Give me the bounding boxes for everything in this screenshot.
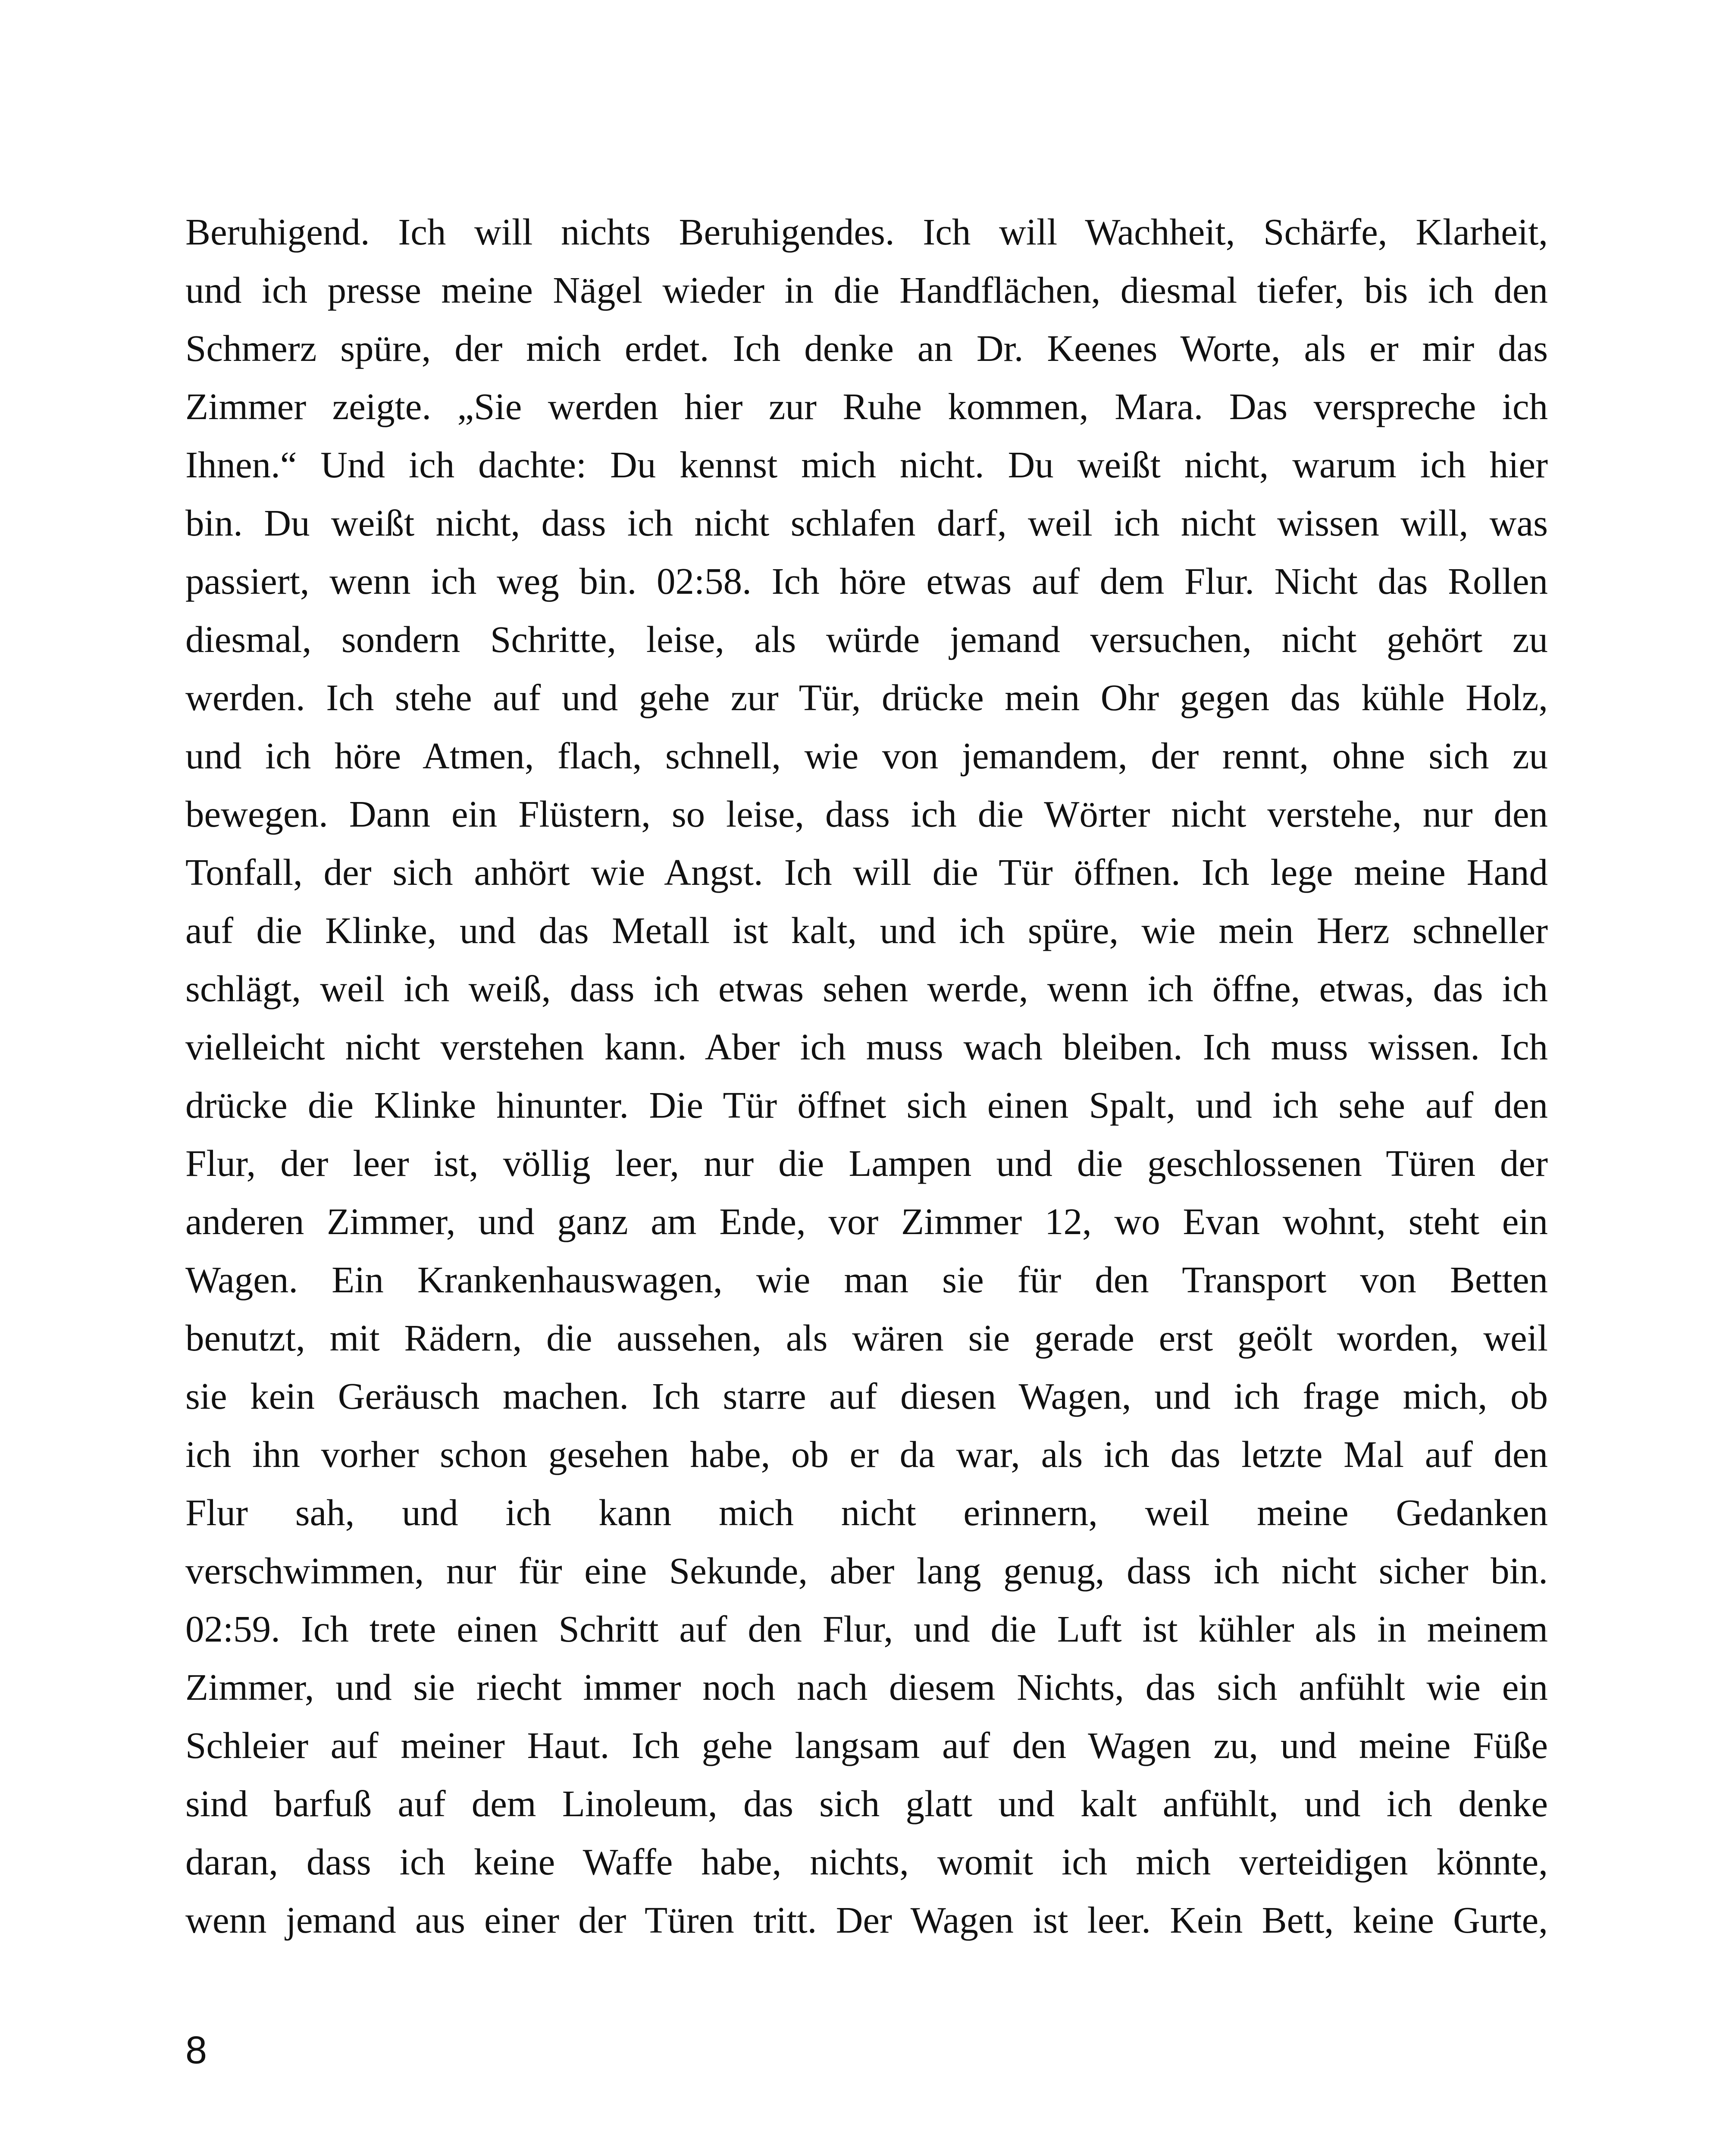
- text-line: Wagen. Ein Krankenhauswagen, wie man sie für den Transport von Betten: [185, 1259, 1548, 1300]
- text-line: Flur, der leer ist, völlig leer, nur die Lampen und die geschlossenen Türen der: [185, 1142, 1548, 1184]
- text-line: sind barfuß auf dem Linoleum, das sich glatt und kalt anfühlt, und ich denke: [185, 1783, 1548, 1824]
- text-line: und ich presse meine Nägel wieder in die Handflächen, diesmal tiefer, bis ich den: [185, 269, 1548, 311]
- text-line: Beruhigend. Ich will nichts Beruhigendes. Ich will Wachheit, Schärfe, Klarheit,: [185, 211, 1548, 253]
- body-text: [185, 203, 1548, 1949]
- text-line: Flur sah, und ich kann mich nicht erinnern, weil meine Gedanken: [185, 1492, 1548, 1533]
- text-line: passiert, wenn ich weg bin. 02:58. Ich höre etwas auf dem Flur. Nicht das Rollen: [185, 560, 1548, 602]
- page-number: 8: [185, 2029, 207, 2072]
- text-line: bewegen. Dann ein Flüstern, so leise, dass ich die Wörter nicht verstehe, nur den: [185, 793, 1548, 835]
- text-line: Schleier auf meiner Haut. Ich gehe langsam auf den Wagen zu, und meine Füße: [185, 1724, 1548, 1766]
- text-line: Ihnen.“ Und ich dachte: Du kennst mich nicht. Du weißt nicht, warum ich hier: [185, 444, 1548, 486]
- text-line: 02:59. Ich trete einen Schritt auf den Flur, und die Luft ist kühler als in meinem: [185, 1608, 1548, 1650]
- text-line: Zimmer zeigte. „Sie werden hier zur Ruhe kommen, Mara. Das verspreche ich: [185, 385, 1548, 427]
- text-line: Tonfall, der sich anhört wie Angst. Ich will die Tür öffnen. Ich lege meine Hand: [185, 851, 1548, 893]
- text-line: benutzt, mit Rädern, die aussehen, als wären sie gerade erst geölt worden, weil: [185, 1317, 1548, 1359]
- text-line: und ich höre Atmen, flach, schnell, wie von jemandem, der rennt, ohne sich zu: [185, 735, 1548, 777]
- text-line: daran, dass ich keine Waffe habe, nichts, womit ich mich verteidigen könnte,: [185, 1841, 1548, 1883]
- text-line: Zimmer, und sie riecht immer noch nach diesem Nichts, das sich anfühlt wie ein: [185, 1666, 1548, 1708]
- text-line: bin. Du weißt nicht, dass ich nicht schlafen darf, weil ich nicht wissen will, was: [185, 502, 1548, 544]
- text-line: Schmerz spüre, der mich erdet. Ich denke an Dr. Keenes Worte, als er mir das: [185, 327, 1548, 369]
- text-line: wenn jemand aus einer der Türen tritt. Der Wagen ist leer. Kein Bett, keine Gurte,: [185, 1899, 1548, 1941]
- text-line: anderen Zimmer, und ganz am Ende, vor Zimmer 12, wo Evan wohnt, steht ein: [185, 1200, 1548, 1242]
- text-line: drücke die Klinke hinunter. Die Tür öffnet sich einen Spalt, und ich sehe auf den: [185, 1084, 1548, 1126]
- text-line: schlägt, weil ich weiß, dass ich etwas sehen werde, wenn ich öffne, etwas, das ich: [185, 968, 1548, 1009]
- text-line: vielleicht nicht verstehen kann. Aber ich muss wach bleiben. Ich muss wissen. Ich: [185, 1026, 1548, 1068]
- text-line: diesmal, sondern Schritte, leise, als würde jemand versuchen, nicht gehört zu: [185, 618, 1548, 660]
- text-line: auf die Klinke, und das Metall ist kalt, und ich spüre, wie mein Herz schneller: [185, 909, 1548, 951]
- text-line: verschwimmen, nur für eine Sekunde, aber lang genug, dass ich nicht sicher bin.: [185, 1550, 1548, 1592]
- text-line: ich ihn vorher schon gesehen habe, ob er da war, als ich das letzte Mal auf den: [185, 1433, 1548, 1475]
- text-line: werden. Ich stehe auf und gehe zur Tür, drücke mein Ohr gegen das kühle Holz,: [185, 677, 1548, 718]
- text-line: sie kein Geräusch machen. Ich starre auf diesen Wagen, und ich frage mich, ob: [185, 1375, 1548, 1417]
